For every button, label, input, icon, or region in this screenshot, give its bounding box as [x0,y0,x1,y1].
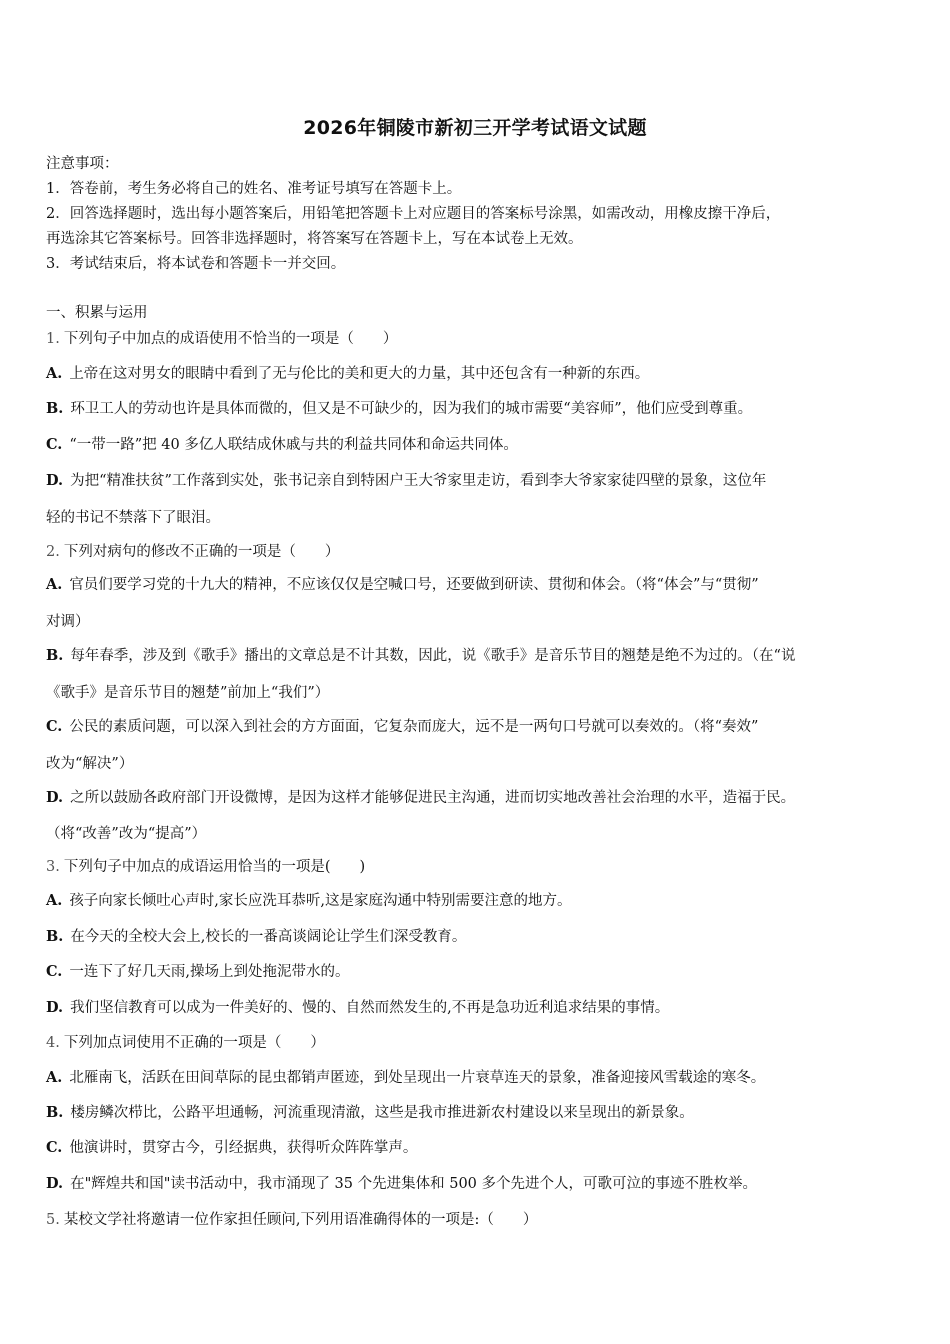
question-stem [46,327,914,348]
option-label: B. [46,400,64,417]
question-stem [46,1031,914,1052]
option-label: D. [46,789,64,806]
option-text: “一带一路”把 40 多亿人联结成休戚与共的利益共同体和命运共同体。 [69,437,518,453]
option-line [46,996,914,1017]
question-number: 3. [46,859,60,875]
question-number: 4. [46,1035,60,1051]
option-text: 孩子向家长倾吐心声时,家长应洗耳恭听,这是家庭沟通中特别需要注意的地方。 [69,893,572,909]
notice-heading: 注意事项： [46,156,119,172]
option-line [46,644,914,665]
notice-item: 2．回答选择题时，选出每小题答案后，用铅笔把答题卡上对应题目的答案标号涂黑，如需改动，用橡皮擦干净后， [46,206,781,222]
option-text: 楼房鳞次栉比，公路平坦通畅，河流重现清澈，这些是我市推进新农村建设以来呈现出的新景象。 [70,1105,694,1121]
option-text: 我们坚信教育可以成为一件美好的、慢的、自然而然发生的,不再是急功近利追求结果的事情。 [70,1000,670,1016]
question-number: 5. [46,1212,60,1228]
option-line [46,397,914,418]
option-line [46,715,914,736]
option-line [46,1101,914,1122]
option-label: B. [46,928,64,945]
question-text: 下列句子中加点的成语使用不恰当的一项是（ ） [63,331,398,347]
option-continuation: 对调） [46,614,90,630]
question-text: 某校文学社将邀请一位作家担任顾问,下列用语准确得体的一项是:（ ） [63,1212,538,1228]
page-title: 2026年铜陵市新初三开学考试语文试题 [303,117,647,139]
option-label: C. [46,718,63,735]
option-text: 在"辉煌共和国"读书活动中，我市涌现了 35 个先进集体和 500 多个先进个人，可歌可泣的事迹不胜枚举。 [70,1176,758,1192]
option-label: A. [46,365,63,382]
question-text: 下列加点词使用不正确的一项是（ ） [63,1035,325,1051]
notice-item: 1．答卷前，考生务必将自己的姓名、准考证号填写在答题卡上。 [46,181,462,197]
option-label: A. [46,576,63,593]
option-line [46,1136,914,1157]
option-text: 上帝在这对男女的眼睛中看到了无与伦比的美和更大的力量，其中还包含有一种新的东西。 [69,366,650,382]
option-text: 在今天的全校大会上,校长的一番高谈阔论让学生们深受教育。 [70,929,467,945]
option-continuation: 《歌手》是音乐节目的翘楚”前加上“我们”） [46,685,330,701]
question-text: 下列句子中加点的成语运用恰当的一项是( ) [63,859,366,875]
option-line [46,786,914,807]
option-continuation: 改为“解决”） [46,756,134,772]
option-line [46,925,914,946]
option-text: 之所以鼓励各政府部门开设微博，是因为这样才能够促进民主沟通，进而切实地改善社会治理的水平，造福于民。 [70,790,796,806]
question-number: 1. [46,331,60,347]
option-text: 环卫工人的劳动也许是具体而微的，但又是不可缺少的，因为我们的城市需要“美容师”，他们应受到尊重。 [70,401,753,417]
question-stem [46,540,914,561]
option-text: 官员们要学习党的十九大的精神，不应该仅仅是空喊口号，还要做到研读、贯彻和体会。（将“体会”与“贯彻” [69,577,759,593]
option-text: 北雁南飞，活跃在田间草际的昆虫都销声匿迹，到处呈现出一片衰草连天的景象，准备迎接风雪载途的寒冬。 [69,1070,766,1086]
option-label: B. [46,1104,64,1121]
option-label: C. [46,963,63,980]
option-label: A. [46,1069,63,1086]
question-stem [46,855,914,876]
option-line [46,433,914,454]
question-number: 2. [46,544,60,560]
option-text: 一连下了好几天雨,操场上到处拖泥带水的。 [69,964,350,980]
option-line [46,469,914,490]
option-line [46,889,914,910]
option-continuation: 轻的书记不禁落下了眼泪。 [46,510,220,526]
option-label: A. [46,892,63,909]
option-label: D. [46,999,64,1016]
question-stem [46,1208,914,1229]
option-line [46,362,914,383]
option-line [46,1172,914,1193]
option-line [46,960,914,981]
notice-item: 3．考试结束后，将本试卷和答题卡一并交回。 [46,256,346,272]
option-text: 每年春季，涉及到《歌手》播出的文章总是不计其数，因此，说《歌手》是音乐节目的翘楚是绝不为过的。（在“说 [70,648,796,664]
option-continuation: （将“改善”改为“提高”） [46,826,207,842]
option-text: 他演讲时，贯穿古今，引经据典，获得听众阵阵掌声。 [69,1140,418,1156]
option-text: 公民的素质问题，可以深入到社会的方方面面，它复杂而庞大，远不是一两句口号就可以奏效的。（将“奏效” [69,719,759,735]
option-line [46,573,914,594]
option-label: D. [46,472,64,489]
section-heading: 一、积累与运用 [46,305,148,321]
option-label: C. [46,1139,63,1156]
option-text: 为把“精准扶贫”工作落到实处，张书记亲自到特困户王大爷家里走访，看到李大爷家家徒四壁的景象，这位年 [70,473,767,489]
option-line [46,1066,914,1087]
option-label: D. [46,1175,64,1192]
question-text: 下列对病句的修改不正确的一项是（ ） [63,544,340,560]
option-label: C. [46,436,63,453]
notice-item-continued: 再选涂其它答案标号。回答非选择题时，将答案写在答题卡上，写在本试卷上无效。 [46,231,583,247]
option-label: B. [46,647,64,664]
